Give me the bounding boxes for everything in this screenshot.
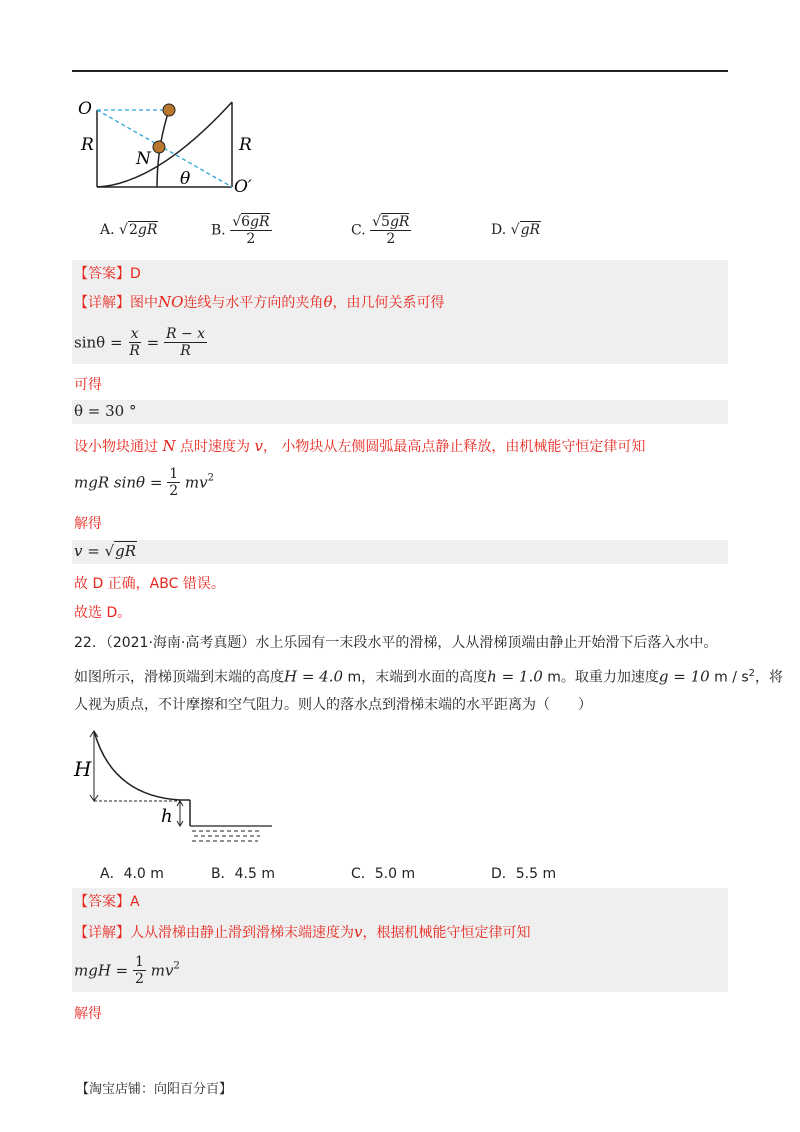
label-h: h (161, 806, 173, 827)
q22-option-b: B．4.5 m (211, 866, 275, 882)
ball-top (163, 104, 175, 116)
label-H: H (74, 757, 92, 781)
q22-jiede: 解得 (74, 1006, 102, 1022)
label-O-prime: O′ (234, 177, 252, 197)
label-R-left: R (81, 135, 94, 155)
q22-answer: 【答案】A (74, 894, 140, 910)
figure-circular-track (72, 92, 272, 202)
q22-option-d: D．5.5 m (491, 866, 557, 882)
label-R-right: R (239, 135, 252, 155)
equation-sin-theta: sinθ = $\frac{x}{R}$ = $\frac{R - x}{R}$ (74, 326, 206, 359)
figure-water-slide (72, 726, 282, 846)
eq4-shade (72, 540, 728, 564)
option-c: C. $\frac{√5gR}{2}$ (351, 214, 410, 247)
slide-curve (94, 731, 180, 800)
option-b: B. $\frac{√6gR}{2}$ (211, 214, 270, 247)
q21-kede: 可得 (74, 377, 102, 393)
label-theta: θ (180, 169, 191, 189)
ball-N (153, 141, 165, 153)
q22-detail: 【详解】人从滑梯由静止滑到滑梯末端速度为v，根据机械能守恒定律可知 (74, 923, 531, 941)
option-a: A. √2gR (100, 222, 158, 238)
footer-shop: 【淘宝店铺：向阳百分百】 (76, 1082, 233, 1097)
equation-energy-q21: mgR sinθ = $\frac{1}{2}$ $mv^2$ (74, 466, 214, 499)
option-d: D. √gR (491, 222, 541, 238)
equation-theta-30: θ = 30 ° (74, 402, 137, 420)
q21-conclusion: 故 D 正确，ABC 错误。 (74, 576, 225, 592)
q21-choose: 故选 D。 (74, 605, 132, 621)
q22-option-c: C．5.0 m (351, 866, 416, 882)
equation-v-result: v = √gR (74, 542, 137, 560)
q21-jiede: 解得 (74, 516, 102, 532)
eq2-shade (72, 400, 728, 424)
q22-option-a: A．4.0 m (100, 866, 164, 882)
q21-answer: 【答案】D (74, 266, 141, 282)
label-O: O (78, 99, 92, 119)
q22-line2: 如图所示，滑梯顶端到末端的高度H = 4.0 m，末端到水面的高度h = 1.0 m。取重力加速度g = 10 m / $s^2$，将 (74, 667, 784, 686)
header-rule (72, 70, 728, 72)
label-N: N (136, 149, 151, 169)
q21-setup: 设小物块通过 N 点时速度为 v， 小物块从左侧圆弧最高点静止释放，由机械能守恒定律可知 (74, 437, 646, 455)
equation-energy-q22: mgH = $\frac{1}{2}$ $mv^2$ (74, 954, 180, 987)
q22-line3: 人视为质点，不计摩擦和空气阻力。则人的落水点到滑梯末端的水平距离为（ ） (74, 697, 592, 713)
q22-line1: 22．（2021·海南·高考真题）水上乐园有一末段水平的滑梯，人从滑梯顶端由静止开始滑下后落入水中。 (74, 635, 718, 651)
q21-detail: 【详解】图中NO连线与水平方向的夹角θ，由几何关系可得 (74, 293, 445, 311)
